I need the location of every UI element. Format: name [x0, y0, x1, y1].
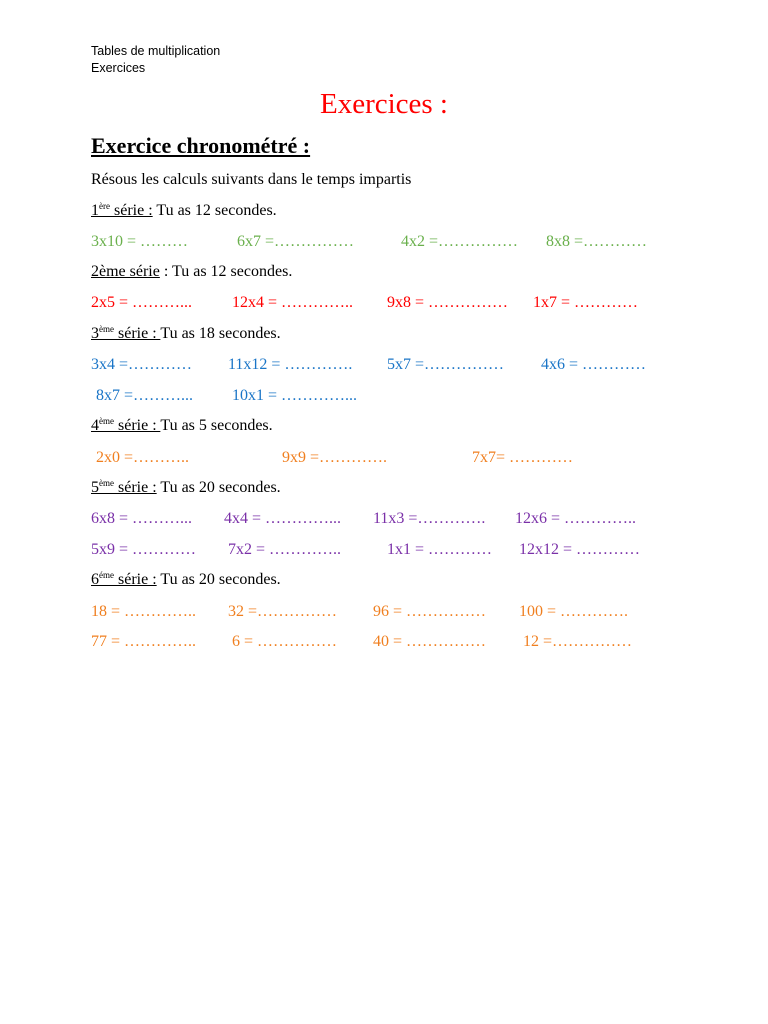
- calc-item: 96 = ……………: [373, 603, 487, 620]
- calc-item: 12x6 = …………..: [515, 510, 637, 527]
- serie-2-row-1: [0, 293, 768, 313]
- calc-item: 77 = …………..: [91, 633, 197, 650]
- header-line-1: Tables de multiplication: [91, 44, 221, 58]
- calc-item: 1x7 = …………: [533, 294, 639, 311]
- serie-4-heading: [91, 416, 273, 436]
- instruction-text: Résous les calculs suivants dans le temps impartis: [91, 171, 412, 188]
- calc-item: 8x8 =…………: [546, 233, 648, 250]
- serie-5-row-2: [0, 540, 768, 560]
- calc-item: 11x12 = ………….: [228, 356, 353, 373]
- calc-item: 11x3 =………….: [373, 510, 486, 527]
- serie-5-heading: [91, 478, 281, 498]
- calc-item: 9x8 = ……………: [387, 294, 509, 311]
- calc-item: 5x7 =……………: [387, 356, 505, 373]
- calc-item: 2x5 = ………...: [91, 294, 193, 311]
- serie-3-row-1: [0, 355, 768, 375]
- calc-item: 10x1 = …………...: [232, 387, 358, 404]
- calc-item: 6x7 =……………: [237, 233, 355, 250]
- serie-2-heading: [91, 262, 292, 282]
- serie-3-label: 3ème série :: [91, 324, 161, 342]
- calc-item: 4x2 =……………: [401, 233, 519, 250]
- calc-item: 6 = ……………: [232, 633, 338, 650]
- serie-6-label: $6^{éme}$ série :: [91, 570, 157, 588]
- calc-item: 5x9 = …………: [91, 541, 197, 558]
- document-header: [91, 43, 220, 77]
- serie-1-heading: [91, 201, 277, 221]
- serie-5-row-1: [0, 509, 768, 529]
- section-title: Exercice chronométré :: [91, 133, 311, 158]
- calc-item: 3x10 = ………: [91, 233, 189, 250]
- serie-6-heading: [91, 570, 281, 590]
- serie-3-time: Tu as 18 secondes.: [160, 325, 281, 342]
- calc-item: 3x4 =…………: [91, 356, 193, 373]
- calc-item: 12 =……………: [523, 633, 633, 650]
- serie-1-label: 1ère série :: [91, 201, 153, 219]
- serie-5-time: Tu as 20 secondes.: [156, 479, 281, 496]
- calc-item: 32 =……………: [228, 603, 338, 620]
- serie-4-row-1: [0, 448, 768, 468]
- calc-item: 100 = ………….: [519, 603, 629, 620]
- calc-item: 2x0 =………..: [96, 449, 190, 466]
- calc-item: 4x6 = …………: [541, 356, 647, 373]
- serie-2-time: : Tu as 12 secondes.: [159, 263, 293, 280]
- serie-6-row-2: [0, 632, 768, 652]
- serie-6-time: Tu as 20 secondes.: [156, 571, 281, 588]
- calc-item: 12x12 = …………: [519, 541, 641, 558]
- document-title: Exercices :: [319, 88, 448, 120]
- serie-5-label: 5ème série :: [91, 478, 157, 496]
- calc-item: 1x1 = …………: [387, 541, 493, 558]
- serie-2-label: 2ème série: [91, 263, 160, 280]
- calc-item: 6x8 = ………...: [91, 510, 193, 527]
- calc-item: 9x9 =………….: [282, 449, 388, 466]
- calc-item: 7x2 = …………..: [228, 541, 342, 558]
- header-line-2: Exercices: [91, 61, 146, 75]
- serie-4-time: Tu as 5 secondes.: [160, 417, 273, 434]
- serie-6-row-1: [0, 602, 768, 622]
- serie-3-heading: [91, 324, 281, 344]
- calc-item: 4x4 = …………...: [224, 510, 342, 527]
- calc-item: 18 = …………..: [91, 603, 197, 620]
- calc-item: 12x4 = …………..: [232, 294, 354, 311]
- serie-1-time: Tu as 12 secondes.: [152, 202, 277, 219]
- calc-item: 7x7= …………: [472, 449, 574, 466]
- serie-3-row-2: [0, 386, 768, 406]
- serie-4-label: 4ème série :: [91, 416, 161, 434]
- serie-1-row-1: [0, 232, 768, 252]
- calc-item: 40 = ……………: [373, 633, 487, 650]
- calc-item: 8x7 =………...: [96, 387, 194, 404]
